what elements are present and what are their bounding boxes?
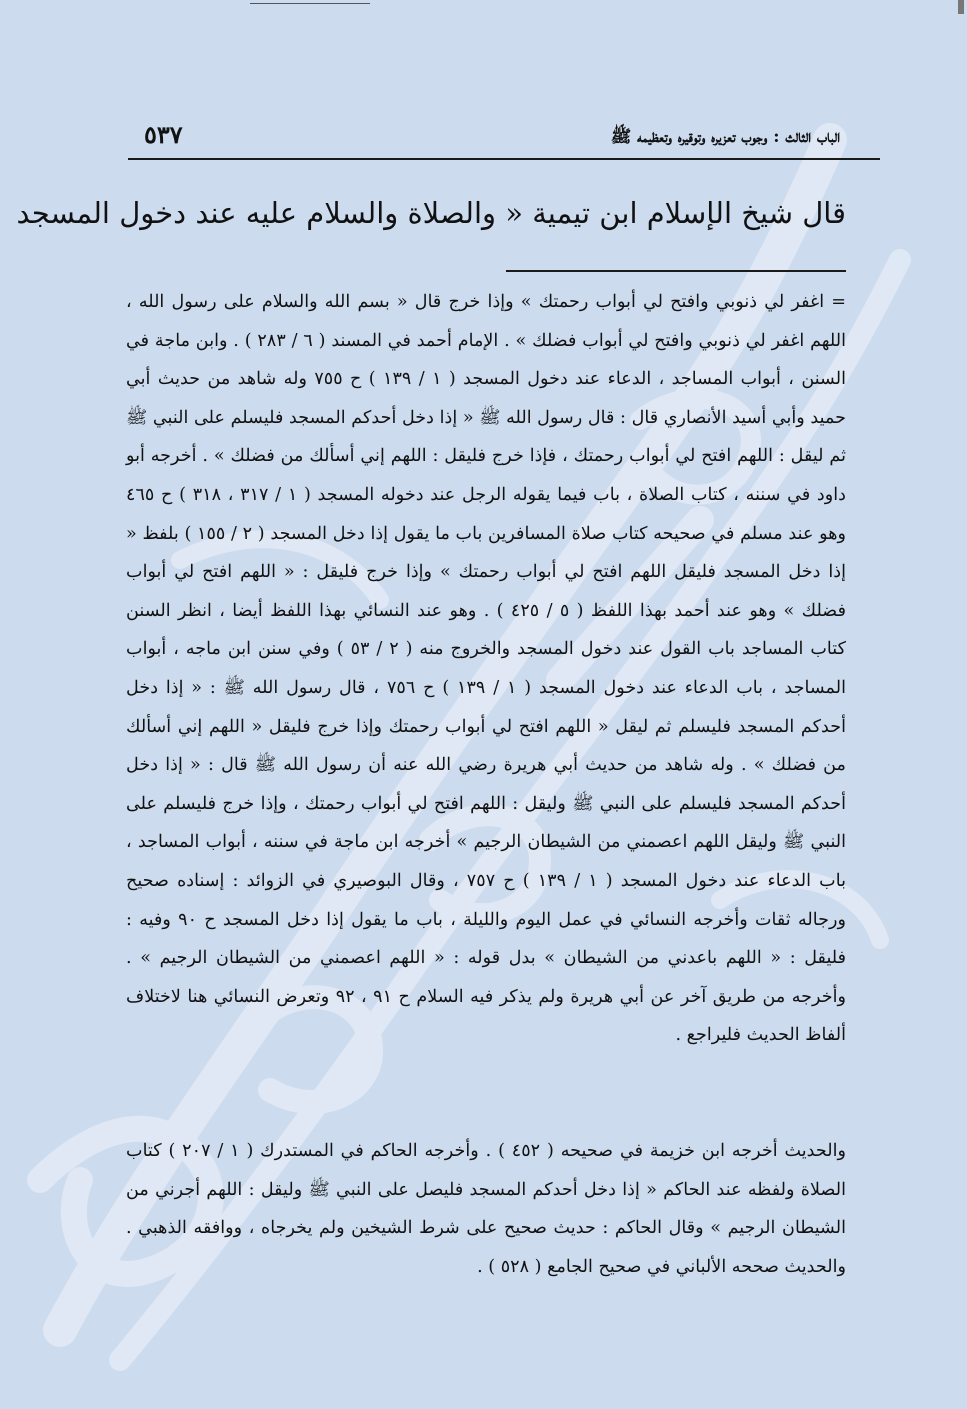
page-number: ٥٣٧ bbox=[144, 120, 183, 149]
footnote-paragraph: والحديث أخرجه ابن خزيمة في صحيحه ( ٤٥٢ ) . وأخرجه الحاكم في المستدرك ( ١ / ٢٠٧ ) كتاب الصلاة ولفظه عند الحاكم « إذا دخل أحدكم المسجد فليصل على النبي ﷺ وليقل : اللهم أجرني من الشيطان الرجيم » وقال الحاكم : حديث صحيح على شرط الشيخين ولم يخرجاه ، ووافقه الذهبي . والحديث صححه الألباني في صحيح الجامع ( ٥٢٨ ) . bbox=[126, 1141, 846, 1277]
scan-top-rule bbox=[250, 3, 370, 4]
heading-rule bbox=[506, 270, 846, 272]
footnote-paragraph: = اغفر لي ذنوبي وافتح لي أبواب رحمتك » وإذا خرج قال « بسم الله والسلام على رسول الله ، اللهم اغفر لي ذنوبي وافتح لي أبواب فضلك » . الإمام أحمد في المسند ( ٦ / ٢٨٣ ) . وابن ماجة في السنن ، أبواب المساجد ، الدعاء عند دخول المسجد ( ١ / ١٣٩ ) ح ٧٥٥ وله شاهد من حديث أبي حميد وأبي أسيد الأنصاري قال : قال رسول الله ﷺ « إذا دخل أحدكم المسجد فليسلم على النبي ﷺ ثم ليقل : اللهم افتح لي أبواب رحمتك ، فإذا خرج فليقل : اللهم إني أسألك من فضلك » . أخرجه أبو داود في سننه ، كتاب الصلاة ، باب فيما يقوله الرجل عند دخوله المسجد ( ١ / ٣١٧ ، ٣١٨ ) ح ٤٦٥ وهو عند مسلم في صحيحه كتاب صلاة المسافرين باب ما يقول إذا دخل المسجد ( ٢ / ١٥٥ ) بلفظ « إذا دخل المسجد فليقل اللهم افتح لي أبواب رحمتك » وإذا خرج فليقل : « اللهم افتح لي أبواب فضلك » وهو عند أحمد بهذا اللفظ ( ٥ / ٤٢٥ ) . وهو عند النسائي بهذا اللفظ أيضا ، انظر السنن كتاب المساجد باب القول عند دخول المسجد والخروج منه ( ٢ / ٥٣ ) وفي سنن ابن ماجه ، أبواب المساجد ، باب الدعاء عند دخول المسجد ( ١ / ١٣٩ ) ح ٧٥٦ ، قال رسول الله ﷺ : « إذا دخل أحدكم المسجد فليسلم ثم ليقل « اللهم افتح لي أبواب رحمتك وإذا خرج فليقل « اللهم إني أسألك من فضلك » . وله شاهد من حديث أبي هريرة رضي الله عنه أن رسول الله ﷺ قال : « إذا دخل أحدكم المسجد فليسلم على النبي ﷺ وليقل : اللهم افتح لي أبواب رحمتك ، وإذا خرج فليسلم على النبي ﷺ وليقل اللهم اعصمني من الشيطان الرجيم » أخرجه ابن ماجة في سننه ، أبواب المساجد ، باب الدعاء عند دخول المسجد ( ١ / ١٣٩ ) ح ٧٥٧ ، وقال البوصيري في الزوائد : إسناده صحيح ورجاله ثقات وأخرجه النسائي في عمل اليوم والليلة ، باب ما يقول إذا دخل المسجد ح ٩٠ وفيه : فليقل : « اللهم باعدني من الشيطان » بدل قوله : « اللهم اعصمني من الشيطان الرجيم » . وأخرجه من طريق آخر عن أبي هريرة ولم يذكر فيه السلام ح ٩١ ، ٩٢ وتعرض النسائي هنا لاختلاف ألفاظ الحديث فليراجع . bbox=[126, 292, 846, 1046]
running-header bbox=[128, 118, 880, 160]
running-title: الباب الثالث : وجوب تعزيره وتوقيره وتعظيمه ﷺ bbox=[610, 127, 840, 147]
section-heading: قال شيخ الإسلام ابن تيمية « والصلاة والسلام عليه عند دخول المسجد bbox=[16, 196, 846, 230]
scan-corner-mark bbox=[958, 0, 964, 14]
